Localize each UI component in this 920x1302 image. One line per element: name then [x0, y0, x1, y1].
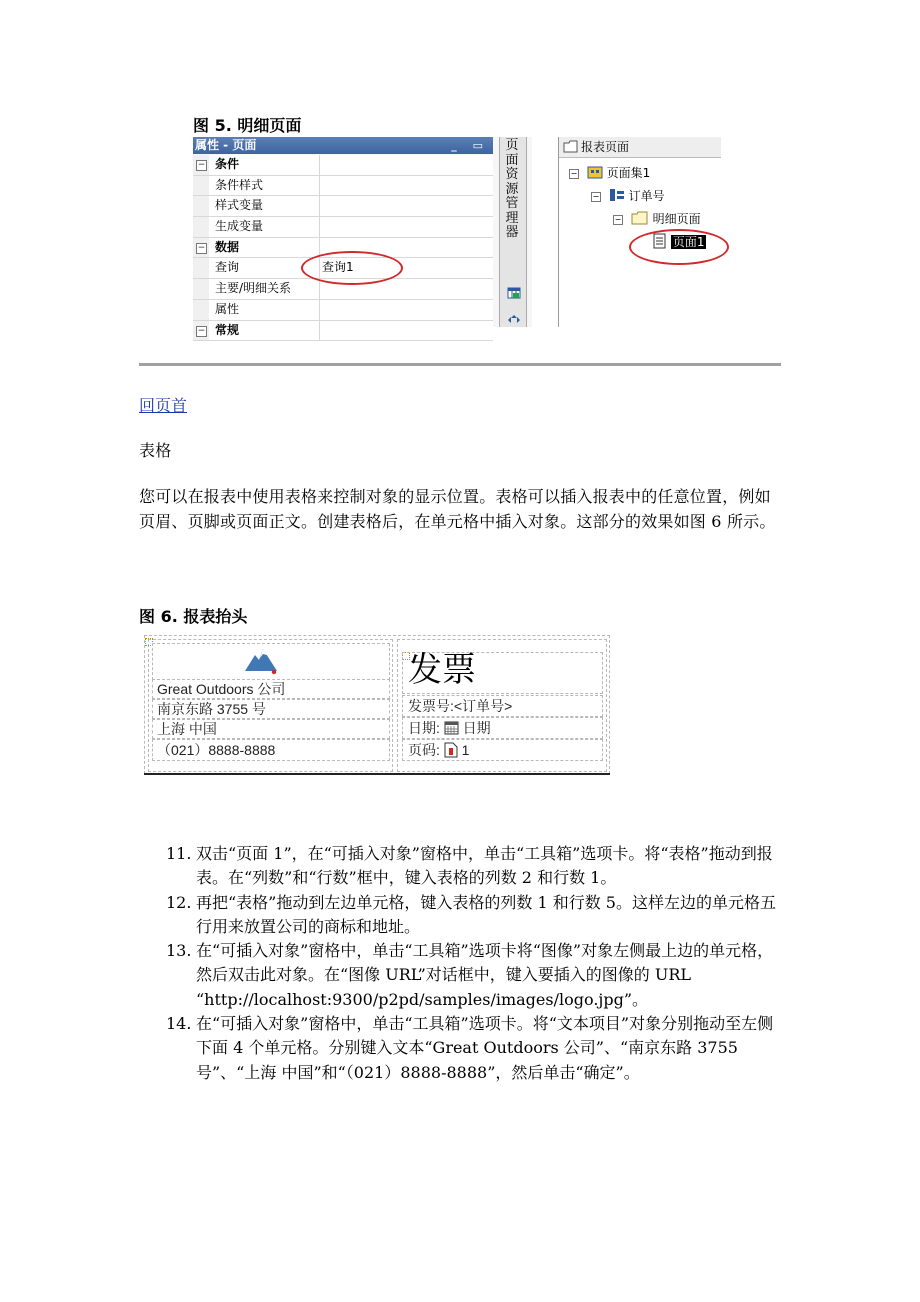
tree-header: 报表页面	[559, 137, 721, 158]
figure-5-caption: 图 5. 明细页面	[193, 116, 302, 135]
list-item: 12. 再把“表格”拖动到左边单元格，键入表格的列数 1 和行数 5。这样左边的单元格五行用来放置公司的商标和地址。	[166, 892, 776, 936]
collapse-icon[interactable]: −	[197, 160, 206, 170]
list-item: 13. 在“可插入对象”窗格中，单击“工具箱”选项卡将“图像”对象左侧最上边的单元格，然后双击此对象。在“图像 URL”对话框中，键入要插入的图像的 URL “http://localhost:9300/p2pd/samples/images/logo.jpg”。	[166, 941, 774, 1009]
property-row[interactable]: 样式变量	[193, 196, 493, 217]
company-name: Great Outdoors 公司	[157, 681, 286, 697]
property-grid	[193, 155, 493, 341]
company-phone: （021）8888-8888	[157, 742, 276, 758]
page-set-icon	[587, 165, 603, 179]
page-explorer-tab[interactable]	[499, 137, 527, 327]
collapse-icon[interactable]: −	[197, 242, 206, 253]
properties-title-bar	[193, 137, 493, 154]
calendar-icon	[444, 721, 459, 735]
steps-list	[166, 842, 782, 1085]
property-category-general[interactable]: − 常规	[193, 321, 493, 342]
properties-title: 属性 - 页面	[195, 138, 257, 152]
selected-node-label: 页面1	[672, 235, 705, 249]
section-paragraph: 您可以在报表中使用表格来控制对象的显示位置。表格可以插入报表中的任意位置，例如页眉、页脚或页面正文。创建表格后，在单元格中插入对象。这部分的效果如图 6 所示。	[139, 487, 776, 531]
folder-icon	[563, 140, 579, 153]
folder-icon	[631, 211, 649, 225]
header-bottom-line	[144, 773, 610, 775]
property-row-query[interactable]: 查询 查询1	[193, 258, 493, 279]
properties-panel	[193, 137, 532, 337]
property-row[interactable]: 主要/明细关系	[193, 279, 493, 300]
property-category-condition[interactable]: − 条件	[193, 155, 493, 176]
date-row: 日期: 日期	[408, 720, 491, 736]
mountain-logo-icon	[241, 643, 281, 675]
company-street: 南京东路 3755 号	[157, 701, 266, 717]
property-category-data[interactable]: − 数据	[193, 238, 493, 259]
invoice-title: 发票	[408, 650, 476, 690]
grouping-icon	[609, 188, 625, 202]
window-buttons[interactable]: _ ▭	[451, 139, 489, 152]
collapse-icon[interactable]: −	[570, 168, 578, 178]
section-title: 表格	[139, 441, 172, 460]
collapse-icon[interactable]: −	[197, 325, 206, 336]
property-row[interactable]: 条件样式	[193, 176, 493, 197]
tree-node-order-number[interactable]: − 订单号	[592, 189, 665, 203]
list-item: 11. 双击“页面 1”，在“可插入对象”窗格中，单击“工具箱”选项卡。将“表格”拖动到报表。在“列数”和“行数”框中，键入表格的列数 2 和行数 1。	[166, 844, 773, 888]
list-item: 14. 在“可插入对象”窗格中，单击“工具箱”选项卡。将“文本项目”对象分别拖动至左侧下面 4 个单元格。分别键入文本“Great Outdoors 公司”、“南京东路 3755 号”、“上海 中国”和“（021）8888-8888”，然后单击“确定”。	[166, 1014, 774, 1082]
move-arrows-icon[interactable]	[507, 314, 521, 326]
page1-highlight-ellipse	[629, 229, 729, 265]
company-city: 上海 中国	[157, 721, 217, 737]
page-number-row: 页码: 1	[408, 742, 470, 758]
figure-6-caption: 图 6. 报表抬头	[139, 607, 248, 626]
invoice-number-row: 发票号:<订单号>	[408, 698, 513, 714]
collapse-icon[interactable]: −	[614, 214, 622, 224]
table-tool-icon[interactable]	[507, 287, 521, 299]
tree-node-page-set[interactable]: − 页面集1	[570, 166, 651, 180]
tree-node-detail-page[interactable]: − 明细页面	[614, 212, 701, 226]
back-to-top-link[interactable]: 回页首	[139, 396, 188, 415]
page-explorer-label: 页面资源管理器	[505, 138, 519, 240]
collapse-icon[interactable]: −	[592, 191, 600, 201]
report-header-figure	[144, 635, 610, 787]
page-number-icon	[444, 742, 458, 758]
property-row[interactable]: 生成变量	[193, 217, 493, 238]
property-row[interactable]: 属性	[193, 300, 493, 321]
query-value[interactable]: 查询1	[319, 258, 493, 278]
query-highlight-ellipse	[301, 251, 403, 285]
section-divider	[139, 363, 781, 366]
